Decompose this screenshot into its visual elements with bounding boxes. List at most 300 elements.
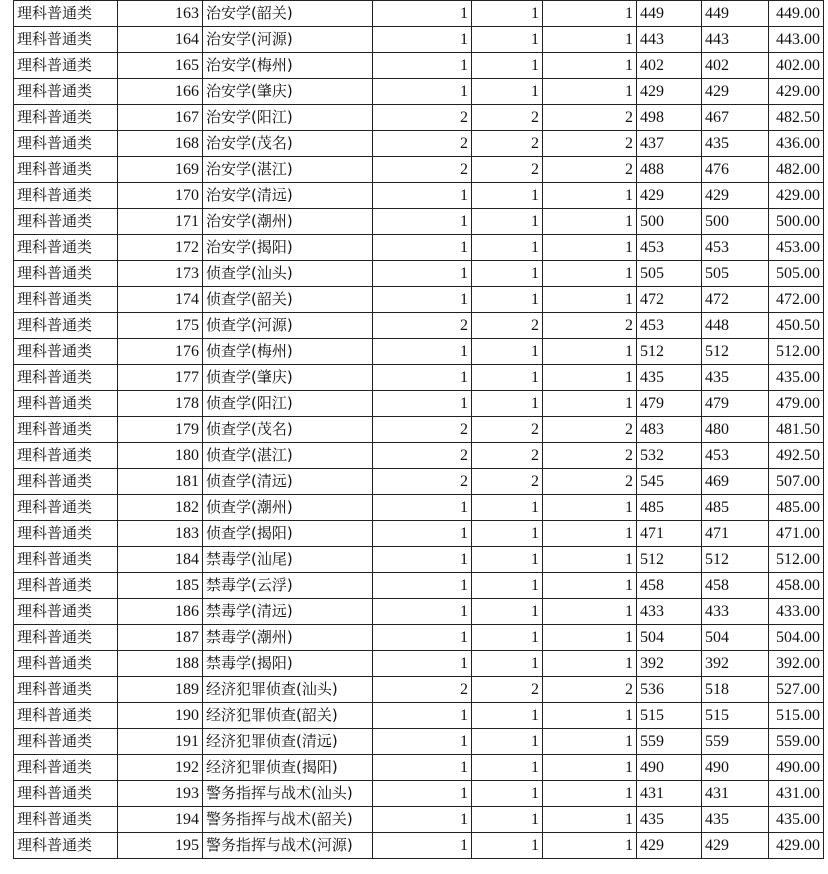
avg-score-cell: 512.00 bbox=[769, 547, 824, 573]
min-score-cell: 443 bbox=[702, 27, 769, 53]
enrolled-count-cell: 1 bbox=[543, 235, 637, 261]
category-cell: 理科普通类 bbox=[14, 1, 118, 27]
table-row bbox=[14, 131, 824, 157]
table-row bbox=[14, 755, 824, 781]
serial-number-cell: 191 bbox=[118, 729, 203, 755]
table-row bbox=[14, 573, 824, 599]
plan-count-cell: 1 bbox=[373, 391, 472, 417]
enrolled-count-cell: 2 bbox=[543, 417, 637, 443]
min-score-cell: 402 bbox=[702, 53, 769, 79]
min-score-cell: 476 bbox=[702, 157, 769, 183]
plan-count-cell: 2 bbox=[373, 417, 472, 443]
plan-count-cell: 1 bbox=[373, 287, 472, 313]
table-row bbox=[14, 469, 824, 495]
major-cell: 治安学(揭阳) bbox=[203, 235, 373, 261]
admitted-count-cell: 2 bbox=[472, 157, 543, 183]
plan-count-cell: 1 bbox=[373, 365, 472, 391]
major-cell: 治安学(河源) bbox=[203, 27, 373, 53]
avg-score-cell: 485.00 bbox=[769, 495, 824, 521]
avg-score-cell: 429.00 bbox=[769, 79, 824, 105]
avg-score-cell: 443.00 bbox=[769, 27, 824, 53]
min-score-cell: 448 bbox=[702, 313, 769, 339]
avg-score-cell: 392.00 bbox=[769, 651, 824, 677]
plan-count-cell: 1 bbox=[373, 651, 472, 677]
min-score-cell: 435 bbox=[702, 131, 769, 157]
table-row bbox=[14, 105, 824, 131]
avg-score-cell: 453.00 bbox=[769, 235, 824, 261]
category-cell: 理科普通类 bbox=[14, 703, 118, 729]
major-cell: 禁毒学(汕尾) bbox=[203, 547, 373, 573]
plan-count-cell: 1 bbox=[373, 781, 472, 807]
category-cell: 理科普通类 bbox=[14, 261, 118, 287]
max-score-cell: 536 bbox=[637, 677, 702, 703]
max-score-cell: 402 bbox=[637, 53, 702, 79]
min-score-cell: 435 bbox=[702, 807, 769, 833]
enrolled-count-cell: 1 bbox=[543, 833, 637, 859]
plan-count-cell: 1 bbox=[373, 183, 472, 209]
enrolled-count-cell: 2 bbox=[543, 677, 637, 703]
major-cell: 治安学(肇庆) bbox=[203, 79, 373, 105]
category-cell: 理科普通类 bbox=[14, 521, 118, 547]
max-score-cell: 429 bbox=[637, 183, 702, 209]
category-cell: 理科普通类 bbox=[14, 53, 118, 79]
serial-number-cell: 170 bbox=[118, 183, 203, 209]
category-cell: 理科普通类 bbox=[14, 729, 118, 755]
category-cell: 理科普通类 bbox=[14, 833, 118, 859]
major-cell: 治安学(韶关) bbox=[203, 1, 373, 27]
avg-score-cell: 505.00 bbox=[769, 261, 824, 287]
avg-score-cell: 436.00 bbox=[769, 131, 824, 157]
table-row bbox=[14, 183, 824, 209]
table-row bbox=[14, 417, 824, 443]
min-score-cell: 479 bbox=[702, 391, 769, 417]
enrolled-count-cell: 1 bbox=[543, 261, 637, 287]
category-cell: 理科普通类 bbox=[14, 469, 118, 495]
major-cell: 侦查学(茂名) bbox=[203, 417, 373, 443]
max-score-cell: 488 bbox=[637, 157, 702, 183]
admitted-count-cell: 1 bbox=[472, 781, 543, 807]
category-cell: 理科普通类 bbox=[14, 209, 118, 235]
table-row bbox=[14, 833, 824, 859]
serial-number-cell: 189 bbox=[118, 677, 203, 703]
admitted-count-cell: 1 bbox=[472, 651, 543, 677]
table-row bbox=[14, 807, 824, 833]
avg-score-cell: 472.00 bbox=[769, 287, 824, 313]
serial-number-cell: 166 bbox=[118, 79, 203, 105]
enrolled-count-cell: 1 bbox=[543, 391, 637, 417]
serial-number-cell: 177 bbox=[118, 365, 203, 391]
enrolled-count-cell: 1 bbox=[543, 729, 637, 755]
serial-number-cell: 190 bbox=[118, 703, 203, 729]
serial-number-cell: 167 bbox=[118, 105, 203, 131]
min-score-cell: 429 bbox=[702, 833, 769, 859]
max-score-cell: 512 bbox=[637, 547, 702, 573]
admitted-count-cell: 1 bbox=[472, 183, 543, 209]
max-score-cell: 532 bbox=[637, 443, 702, 469]
max-score-cell: 490 bbox=[637, 755, 702, 781]
enrolled-count-cell: 1 bbox=[543, 1, 637, 27]
plan-count-cell: 1 bbox=[373, 833, 472, 859]
category-cell: 理科普通类 bbox=[14, 105, 118, 131]
table-row bbox=[14, 365, 824, 391]
avg-score-cell: 429.00 bbox=[769, 183, 824, 209]
major-cell: 侦查学(韶关) bbox=[203, 287, 373, 313]
serial-number-cell: 195 bbox=[118, 833, 203, 859]
table-row bbox=[14, 261, 824, 287]
category-cell: 理科普通类 bbox=[14, 365, 118, 391]
max-score-cell: 483 bbox=[637, 417, 702, 443]
category-cell: 理科普通类 bbox=[14, 79, 118, 105]
plan-count-cell: 1 bbox=[373, 209, 472, 235]
avg-score-cell: 433.00 bbox=[769, 599, 824, 625]
major-cell: 侦查学(潮州) bbox=[203, 495, 373, 521]
serial-number-cell: 193 bbox=[118, 781, 203, 807]
enrolled-count-cell: 1 bbox=[543, 651, 637, 677]
min-score-cell: 431 bbox=[702, 781, 769, 807]
max-score-cell: 471 bbox=[637, 521, 702, 547]
enrolled-count-cell: 1 bbox=[543, 625, 637, 651]
admitted-count-cell: 1 bbox=[472, 1, 543, 27]
min-score-cell: 480 bbox=[702, 417, 769, 443]
max-score-cell: 498 bbox=[637, 105, 702, 131]
plan-count-cell: 1 bbox=[373, 599, 472, 625]
serial-number-cell: 180 bbox=[118, 443, 203, 469]
enrolled-count-cell: 1 bbox=[543, 79, 637, 105]
major-cell: 治安学(潮州) bbox=[203, 209, 373, 235]
enrolled-count-cell: 1 bbox=[543, 521, 637, 547]
max-score-cell: 505 bbox=[637, 261, 702, 287]
min-score-cell: 392 bbox=[702, 651, 769, 677]
admitted-count-cell: 1 bbox=[472, 625, 543, 651]
enrolled-count-cell: 1 bbox=[543, 781, 637, 807]
plan-count-cell: 1 bbox=[373, 807, 472, 833]
max-score-cell: 433 bbox=[637, 599, 702, 625]
max-score-cell: 472 bbox=[637, 287, 702, 313]
min-score-cell: 453 bbox=[702, 443, 769, 469]
admitted-count-cell: 1 bbox=[472, 391, 543, 417]
major-cell: 侦查学(梅州) bbox=[203, 339, 373, 365]
max-score-cell: 458 bbox=[637, 573, 702, 599]
major-cell: 禁毒学(揭阳) bbox=[203, 651, 373, 677]
major-cell: 侦查学(清远) bbox=[203, 469, 373, 495]
avg-score-cell: 449.00 bbox=[769, 1, 824, 27]
avg-score-cell: 431.00 bbox=[769, 781, 824, 807]
admitted-count-cell: 2 bbox=[472, 105, 543, 131]
enrolled-count-cell: 1 bbox=[543, 183, 637, 209]
serial-number-cell: 172 bbox=[118, 235, 203, 261]
max-score-cell: 500 bbox=[637, 209, 702, 235]
max-score-cell: 479 bbox=[637, 391, 702, 417]
min-score-cell: 472 bbox=[702, 287, 769, 313]
min-score-cell: 559 bbox=[702, 729, 769, 755]
max-score-cell: 512 bbox=[637, 339, 702, 365]
table-row bbox=[14, 599, 824, 625]
major-cell: 警务指挥与战术(韶关) bbox=[203, 807, 373, 833]
table-row bbox=[14, 729, 824, 755]
category-cell: 理科普通类 bbox=[14, 339, 118, 365]
table-body bbox=[14, 1, 824, 859]
major-cell: 治安学(湛江) bbox=[203, 157, 373, 183]
table-row bbox=[14, 521, 824, 547]
avg-score-cell: 481.50 bbox=[769, 417, 824, 443]
plan-count-cell: 2 bbox=[373, 443, 472, 469]
table-row bbox=[14, 651, 824, 677]
min-score-cell: 467 bbox=[702, 105, 769, 131]
min-score-cell: 504 bbox=[702, 625, 769, 651]
min-score-cell: 500 bbox=[702, 209, 769, 235]
admitted-count-cell: 1 bbox=[472, 365, 543, 391]
admitted-count-cell: 1 bbox=[472, 755, 543, 781]
major-cell: 治安学(茂名) bbox=[203, 131, 373, 157]
table-row bbox=[14, 495, 824, 521]
serial-number-cell: 176 bbox=[118, 339, 203, 365]
min-score-cell: 505 bbox=[702, 261, 769, 287]
avg-score-cell: 527.00 bbox=[769, 677, 824, 703]
plan-count-cell: 1 bbox=[373, 729, 472, 755]
serial-number-cell: 178 bbox=[118, 391, 203, 417]
table-row bbox=[14, 547, 824, 573]
table-row bbox=[14, 677, 824, 703]
serial-number-cell: 173 bbox=[118, 261, 203, 287]
table-row bbox=[14, 287, 824, 313]
major-cell: 经济犯罪侦查(韶关) bbox=[203, 703, 373, 729]
min-score-cell: 518 bbox=[702, 677, 769, 703]
admitted-count-cell: 1 bbox=[472, 235, 543, 261]
category-cell: 理科普通类 bbox=[14, 625, 118, 651]
major-cell: 侦查学(阳江) bbox=[203, 391, 373, 417]
table-row bbox=[14, 235, 824, 261]
table-row bbox=[14, 1, 824, 27]
major-cell: 经济犯罪侦查(清远) bbox=[203, 729, 373, 755]
enrolled-count-cell: 1 bbox=[543, 339, 637, 365]
avg-score-cell: 471.00 bbox=[769, 521, 824, 547]
max-score-cell: 449 bbox=[637, 1, 702, 27]
plan-count-cell: 1 bbox=[373, 53, 472, 79]
table-row bbox=[14, 391, 824, 417]
min-score-cell: 429 bbox=[702, 183, 769, 209]
admitted-count-cell: 2 bbox=[472, 313, 543, 339]
avg-score-cell: 429.00 bbox=[769, 833, 824, 859]
table-row bbox=[14, 157, 824, 183]
admitted-count-cell: 1 bbox=[472, 729, 543, 755]
category-cell: 理科普通类 bbox=[14, 183, 118, 209]
enrolled-count-cell: 2 bbox=[543, 157, 637, 183]
admitted-count-cell: 2 bbox=[472, 469, 543, 495]
max-score-cell: 545 bbox=[637, 469, 702, 495]
avg-score-cell: 482.50 bbox=[769, 105, 824, 131]
serial-number-cell: 179 bbox=[118, 417, 203, 443]
plan-count-cell: 1 bbox=[373, 495, 472, 521]
avg-score-cell: 458.00 bbox=[769, 573, 824, 599]
table-row bbox=[14, 443, 824, 469]
enrolled-count-cell: 1 bbox=[543, 287, 637, 313]
plan-count-cell: 1 bbox=[373, 547, 472, 573]
avg-score-cell: 479.00 bbox=[769, 391, 824, 417]
avg-score-cell: 559.00 bbox=[769, 729, 824, 755]
admitted-count-cell: 1 bbox=[472, 209, 543, 235]
enrolled-count-cell: 2 bbox=[543, 105, 637, 131]
major-cell: 禁毒学(云浮) bbox=[203, 573, 373, 599]
plan-count-cell: 1 bbox=[373, 79, 472, 105]
admitted-count-cell: 1 bbox=[472, 833, 543, 859]
category-cell: 理科普通类 bbox=[14, 27, 118, 53]
admitted-count-cell: 1 bbox=[472, 339, 543, 365]
table-row bbox=[14, 339, 824, 365]
enrolled-count-cell: 1 bbox=[543, 755, 637, 781]
major-cell: 治安学(梅州) bbox=[203, 53, 373, 79]
admitted-count-cell: 1 bbox=[472, 53, 543, 79]
enrolled-count-cell: 1 bbox=[543, 547, 637, 573]
admitted-count-cell: 2 bbox=[472, 677, 543, 703]
table-row bbox=[14, 27, 824, 53]
plan-count-cell: 2 bbox=[373, 105, 472, 131]
category-cell: 理科普通类 bbox=[14, 677, 118, 703]
avg-score-cell: 515.00 bbox=[769, 703, 824, 729]
table-row bbox=[14, 625, 824, 651]
admitted-count-cell: 1 bbox=[472, 521, 543, 547]
max-score-cell: 435 bbox=[637, 807, 702, 833]
admitted-count-cell: 1 bbox=[472, 79, 543, 105]
avg-score-cell: 435.00 bbox=[769, 807, 824, 833]
enrolled-count-cell: 2 bbox=[543, 443, 637, 469]
avg-score-cell: 402.00 bbox=[769, 53, 824, 79]
min-score-cell: 453 bbox=[702, 235, 769, 261]
category-cell: 理科普通类 bbox=[14, 391, 118, 417]
serial-number-cell: 181 bbox=[118, 469, 203, 495]
category-cell: 理科普通类 bbox=[14, 131, 118, 157]
admitted-count-cell: 1 bbox=[472, 287, 543, 313]
max-score-cell: 559 bbox=[637, 729, 702, 755]
major-cell: 禁毒学(潮州) bbox=[203, 625, 373, 651]
plan-count-cell: 1 bbox=[373, 755, 472, 781]
admitted-count-cell: 2 bbox=[472, 131, 543, 157]
plan-count-cell: 1 bbox=[373, 235, 472, 261]
serial-number-cell: 183 bbox=[118, 521, 203, 547]
major-cell: 侦查学(汕头) bbox=[203, 261, 373, 287]
serial-number-cell: 192 bbox=[118, 755, 203, 781]
major-cell: 警务指挥与战术(汕头) bbox=[203, 781, 373, 807]
enrolled-count-cell: 1 bbox=[543, 209, 637, 235]
min-score-cell: 449 bbox=[702, 1, 769, 27]
major-cell: 禁毒学(清远) bbox=[203, 599, 373, 625]
category-cell: 理科普通类 bbox=[14, 235, 118, 261]
min-score-cell: 490 bbox=[702, 755, 769, 781]
max-score-cell: 392 bbox=[637, 651, 702, 677]
category-cell: 理科普通类 bbox=[14, 807, 118, 833]
min-score-cell: 485 bbox=[702, 495, 769, 521]
major-cell: 侦查学(河源) bbox=[203, 313, 373, 339]
min-score-cell: 435 bbox=[702, 365, 769, 391]
min-score-cell: 471 bbox=[702, 521, 769, 547]
major-cell: 侦查学(肇庆) bbox=[203, 365, 373, 391]
table-row bbox=[14, 781, 824, 807]
plan-count-cell: 1 bbox=[373, 625, 472, 651]
avg-score-cell: 512.00 bbox=[769, 339, 824, 365]
max-score-cell: 443 bbox=[637, 27, 702, 53]
serial-number-cell: 175 bbox=[118, 313, 203, 339]
min-score-cell: 512 bbox=[702, 339, 769, 365]
serial-number-cell: 168 bbox=[118, 131, 203, 157]
plan-count-cell: 2 bbox=[373, 313, 472, 339]
min-score-cell: 512 bbox=[702, 547, 769, 573]
plan-count-cell: 1 bbox=[373, 27, 472, 53]
table-row bbox=[14, 703, 824, 729]
max-score-cell: 515 bbox=[637, 703, 702, 729]
category-cell: 理科普通类 bbox=[14, 157, 118, 183]
enrolled-count-cell: 1 bbox=[543, 703, 637, 729]
min-score-cell: 469 bbox=[702, 469, 769, 495]
serial-number-cell: 185 bbox=[118, 573, 203, 599]
enrolled-count-cell: 1 bbox=[543, 807, 637, 833]
category-cell: 理科普通类 bbox=[14, 287, 118, 313]
admitted-count-cell: 1 bbox=[472, 495, 543, 521]
enrolled-count-cell: 2 bbox=[543, 131, 637, 157]
plan-count-cell: 1 bbox=[373, 573, 472, 599]
plan-count-cell: 2 bbox=[373, 131, 472, 157]
min-score-cell: 433 bbox=[702, 599, 769, 625]
admitted-count-cell: 1 bbox=[472, 703, 543, 729]
serial-number-cell: 187 bbox=[118, 625, 203, 651]
major-cell: 警务指挥与战术(河源) bbox=[203, 833, 373, 859]
serial-number-cell: 169 bbox=[118, 157, 203, 183]
max-score-cell: 504 bbox=[637, 625, 702, 651]
enrolled-count-cell: 1 bbox=[543, 365, 637, 391]
avg-score-cell: 507.00 bbox=[769, 469, 824, 495]
min-score-cell: 429 bbox=[702, 79, 769, 105]
category-cell: 理科普通类 bbox=[14, 547, 118, 573]
avg-score-cell: 504.00 bbox=[769, 625, 824, 651]
enrolled-count-cell: 2 bbox=[543, 313, 637, 339]
category-cell: 理科普通类 bbox=[14, 313, 118, 339]
admitted-count-cell: 1 bbox=[472, 27, 543, 53]
table-row bbox=[14, 313, 824, 339]
major-cell: 经济犯罪侦查(汕头) bbox=[203, 677, 373, 703]
admitted-count-cell: 1 bbox=[472, 573, 543, 599]
enrolled-count-cell: 1 bbox=[543, 53, 637, 79]
serial-number-cell: 184 bbox=[118, 547, 203, 573]
plan-count-cell: 1 bbox=[373, 521, 472, 547]
enrolled-count-cell: 1 bbox=[543, 495, 637, 521]
category-cell: 理科普通类 bbox=[14, 651, 118, 677]
category-cell: 理科普通类 bbox=[14, 417, 118, 443]
max-score-cell: 485 bbox=[637, 495, 702, 521]
serial-number-cell: 186 bbox=[118, 599, 203, 625]
table-row bbox=[14, 53, 824, 79]
plan-count-cell: 1 bbox=[373, 1, 472, 27]
serial-number-cell: 174 bbox=[118, 287, 203, 313]
avg-score-cell: 482.00 bbox=[769, 157, 824, 183]
admitted-count-cell: 1 bbox=[472, 599, 543, 625]
plan-count-cell: 2 bbox=[373, 157, 472, 183]
enrolled-count-cell: 1 bbox=[543, 599, 637, 625]
plan-count-cell: 2 bbox=[373, 469, 472, 495]
category-cell: 理科普通类 bbox=[14, 755, 118, 781]
enrolled-count-cell: 2 bbox=[543, 469, 637, 495]
max-score-cell: 437 bbox=[637, 131, 702, 157]
major-cell: 侦查学(湛江) bbox=[203, 443, 373, 469]
serial-number-cell: 164 bbox=[118, 27, 203, 53]
plan-count-cell: 1 bbox=[373, 339, 472, 365]
avg-score-cell: 435.00 bbox=[769, 365, 824, 391]
category-cell: 理科普通类 bbox=[14, 443, 118, 469]
admission-scores-table bbox=[13, 0, 824, 859]
serial-number-cell: 163 bbox=[118, 1, 203, 27]
avg-score-cell: 492.50 bbox=[769, 443, 824, 469]
avg-score-cell: 490.00 bbox=[769, 755, 824, 781]
plan-count-cell: 2 bbox=[373, 677, 472, 703]
plan-count-cell: 1 bbox=[373, 703, 472, 729]
major-cell: 侦查学(揭阳) bbox=[203, 521, 373, 547]
